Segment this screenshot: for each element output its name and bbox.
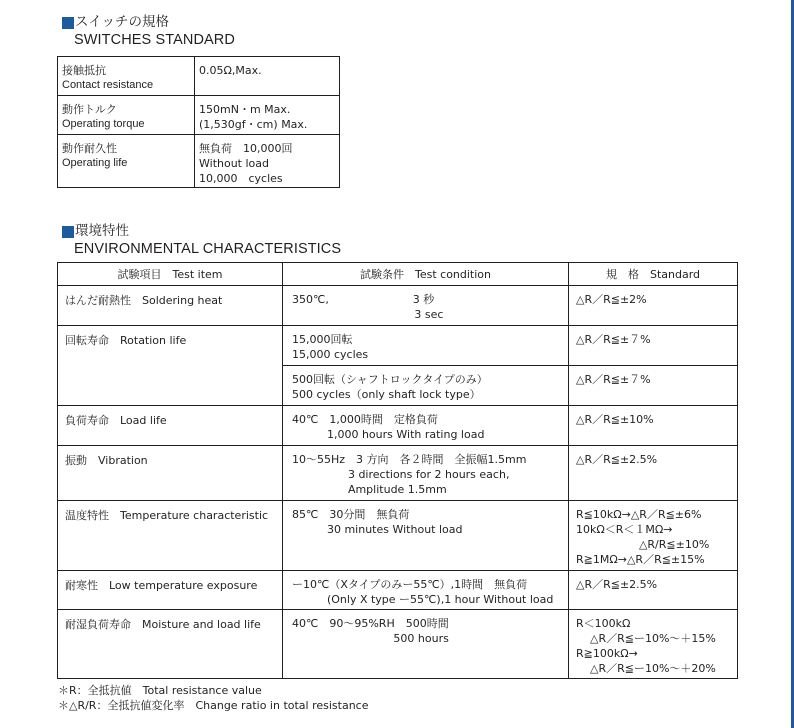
condition-line: 30 minutes Without load xyxy=(292,523,463,536)
condition-line: 3 directions for 2 hours each, xyxy=(292,468,510,481)
standard-line: △R／R≦±2.5% xyxy=(576,578,658,591)
spec-value-line: 0.05Ω,Max. xyxy=(199,64,262,77)
test-item: 回転寿命 Rotation life xyxy=(58,326,283,406)
test-condition xyxy=(283,446,569,501)
condition-line: 3 sec xyxy=(292,308,444,321)
test-condition xyxy=(283,571,569,610)
standard-line: R≦10kΩ→△R／R≦±6% xyxy=(576,508,702,521)
test-condition xyxy=(283,286,569,326)
footnote: ＊R：全抵抗値 Total resistance value xyxy=(58,684,262,697)
table-row xyxy=(58,135,340,188)
spec-key-jp: 動作トルク xyxy=(62,103,117,116)
standard xyxy=(569,366,738,406)
test-condition xyxy=(283,501,569,571)
test-item: 耐寒性 Low temperature exposure xyxy=(58,571,283,610)
standard-line: △R／R≦±10% xyxy=(576,413,654,426)
table-row xyxy=(58,571,738,610)
standard-line: △R／R≦ー10%～＋15% xyxy=(576,632,716,645)
test-condition xyxy=(283,366,569,406)
condition-line: 85℃ 30分間 無負荷 xyxy=(292,508,410,521)
condition-line: 1,000 hours With rating load xyxy=(292,428,485,441)
standard-line: △R／R≦±2% xyxy=(576,293,647,306)
column-header-standard: 規 格 Standard xyxy=(569,263,738,286)
spec-key xyxy=(58,135,195,188)
condition-line: 500 cycles（only shaft lock type） xyxy=(292,388,481,401)
spec-key-en: Operating life xyxy=(62,157,128,169)
standard-line: △R／R≦±2.5% xyxy=(576,453,658,466)
footnote: ＊△R/R：全抵抗値変化率 Change ratio in total resistance xyxy=(58,699,369,712)
standard xyxy=(569,406,738,446)
footnotes xyxy=(58,683,369,713)
environmental-table xyxy=(57,262,738,679)
table-row xyxy=(58,610,738,679)
standard-line: R≧100kΩ→ xyxy=(576,647,638,660)
test-item: 耐湿負荷寿命 Moisture and load life xyxy=(58,610,283,679)
section-marker-icon xyxy=(62,226,74,238)
test-item: 負荷寿命 Load life xyxy=(58,406,283,446)
switches-heading xyxy=(62,15,235,48)
spec-value-line: 10,000 cycles xyxy=(199,172,283,185)
condition-line: 10～55Hz 3 方向 各２時間 全振幅1.5mm xyxy=(292,453,527,466)
condition-line: 15,000 cycles xyxy=(292,348,369,361)
condition-line: 500 hours xyxy=(292,632,449,645)
spec-value-line: 150mN・m Max. xyxy=(199,103,291,116)
spec-key-jp: 動作耐久性 xyxy=(62,142,117,155)
condition-line: 15,000回転 xyxy=(292,333,353,346)
standard-line: △R/R≦±10% xyxy=(576,538,710,551)
test-item: 温度特性 Temperature characteristic xyxy=(58,501,283,571)
column-header-test-condition: 試験条件 Test condition xyxy=(283,263,569,286)
standard-line: △R／R≦ー10%～＋20% xyxy=(576,662,716,675)
condition-line: 40℃ 1,000時間 定格負荷 xyxy=(292,413,438,426)
environmental-heading xyxy=(62,224,341,257)
condition-line: ー10℃（Xタイプのみー55℃）,1時間 無負荷 xyxy=(292,578,528,591)
condition-line: (Only X type ー55℃),1 hour Without load xyxy=(292,593,554,606)
spec-value-line: Without load xyxy=(199,157,269,170)
condition-line: 350℃, 3 秒 xyxy=(292,293,435,306)
table-header-row xyxy=(58,263,738,286)
table-row xyxy=(58,501,738,571)
table-row xyxy=(58,446,738,501)
spec-key-jp: 接触抵抗 xyxy=(62,64,106,77)
standard xyxy=(569,571,738,610)
condition-line: Amplitude 1.5mm xyxy=(292,483,447,496)
table-row xyxy=(58,96,340,135)
test-condition xyxy=(283,326,569,366)
spec-value-line: (1,530gf・cm) Max. xyxy=(199,118,308,131)
switches-heading-en: SWITCHES STANDARD xyxy=(74,32,235,48)
spec-value xyxy=(195,135,340,188)
spec-value-line: 無負荷 10,000回 xyxy=(199,142,293,155)
spec-key-en: Contact resistance xyxy=(62,79,154,91)
test-condition xyxy=(283,406,569,446)
standard-line: 10kΩ＜R＜１MΩ→ xyxy=(576,523,673,536)
table-row xyxy=(58,286,738,326)
standard xyxy=(569,286,738,326)
test-item: はんだ耐熱性 Soldering heat xyxy=(58,286,283,326)
condition-line: 40℃ 90～95%RH 500時間 xyxy=(292,617,449,630)
column-header-test-item: 試験項目 Test item xyxy=(58,263,283,286)
section-marker-icon xyxy=(62,17,74,29)
spec-key xyxy=(58,57,195,96)
environmental-heading-en: ENVIRONMENTAL CHARACTERISTICS xyxy=(74,241,342,257)
spec-key xyxy=(58,96,195,135)
test-condition xyxy=(283,610,569,679)
table-row xyxy=(58,406,738,446)
test-item: 振動 Vibration xyxy=(58,446,283,501)
standard xyxy=(569,446,738,501)
condition-line: 500回転（シャフトロックタイプのみ） xyxy=(292,373,488,386)
standard-line: △R／R≦±７% xyxy=(576,373,651,386)
spec-value xyxy=(195,96,340,135)
standard-line: △R／R≦±７% xyxy=(576,333,651,346)
standard-line: R＜100kΩ xyxy=(576,617,631,630)
switches-table xyxy=(57,56,340,188)
standard xyxy=(569,326,738,366)
switches-heading-jp: スイッチの規格 xyxy=(75,14,169,30)
environmental-heading-jp: 環境特性 xyxy=(75,223,129,239)
standard xyxy=(569,610,738,679)
standard xyxy=(569,501,738,571)
spec-key-en: Operating torque xyxy=(62,118,145,130)
table-row xyxy=(58,326,738,366)
spec-value xyxy=(195,57,340,96)
standard-line: R≧1MΩ→△R／R≦±15% xyxy=(576,553,705,566)
table-row xyxy=(58,57,340,96)
